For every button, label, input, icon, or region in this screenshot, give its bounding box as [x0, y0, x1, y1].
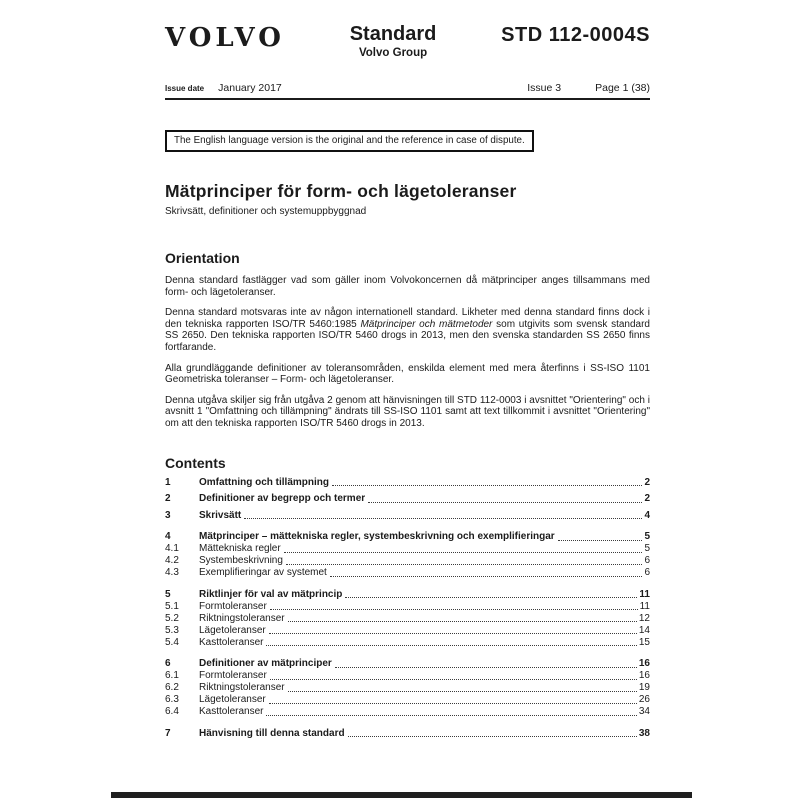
toc-section-number: 5: [165, 588, 171, 600]
orientation-paragraph-4: Denna utgåva skiljer sig från utgåva 2 genom att hänvisningen till STD 112-0003 i avsnittet "Orientering" och i avsnitt 1 "Omfattning och tillämpning" ändrats till SS-ISO 1101 samt att text tillkommit i avsnittet "Orientering" om att den tekniska rapporten ISO/TR 5460 drogs in 2013.: [165, 394, 650, 429]
issue-row: [165, 82, 650, 100]
toc-section-number: 6: [165, 658, 171, 670]
toc-page-number: 16: [638, 658, 650, 670]
toc-section-number: 5.1: [165, 600, 179, 612]
toc-page-number: 15: [638, 636, 650, 648]
toc-section-title: Formtoleranser: [199, 600, 267, 612]
toc-section-title: Definitioner av begrepp och termer: [199, 493, 366, 505]
paragraph-2-italic-title: Mätprinciper och mätmetoder: [360, 318, 493, 330]
toc-section-number: 5.3: [165, 624, 179, 636]
toc-row: [165, 556, 650, 567]
toc-row: [165, 614, 650, 625]
contents-heading: Contents: [165, 454, 226, 471]
toc-page-number: 6: [644, 567, 650, 579]
toc-dot-leader: [288, 691, 637, 692]
toc-row: [165, 494, 650, 505]
toc-dot-leader: [558, 540, 643, 541]
paragraph-2-text: Denna standard motsvaras inte av någon internationell standard. Likheter med denna standard finns dock i den tekniska rapporten ISO/TR 5460:1985: [165, 307, 650, 330]
toc-dot-leader: [368, 502, 642, 503]
toc-page-number: 11: [639, 588, 650, 600]
toc-page-number: 11: [639, 600, 650, 612]
orientation-heading: Orientation: [165, 250, 240, 266]
toc-section-title: Riktningstoleranser: [199, 612, 285, 624]
toc-section-title: Skrivsätt: [199, 509, 242, 521]
toc-section-number: 4: [165, 531, 171, 543]
toc-section-title: Riktlinjer för val av mätprincip: [199, 588, 343, 600]
orientation-paragraph-1: Denna standard fastlägger vad som gäller inom Volvokoncernen då mätprinciper anges tillsammans med form- och lägetoleranser.: [165, 275, 650, 298]
document-header: [165, 22, 650, 66]
toc-dot-leader: [266, 715, 636, 716]
toc-page-number: 14: [638, 624, 650, 636]
toc-dot-leader: [332, 485, 642, 486]
document-subtitle: Skrivsätt, definitioner och systemuppbyggnad: [165, 206, 367, 217]
toc-section-number: 7: [165, 727, 171, 739]
document-page: [111, 0, 692, 800]
toc-dot-leader: [269, 703, 637, 704]
toc-section-title: Hänvisning till denna standard: [199, 727, 345, 739]
toc-section-number: 3: [165, 509, 171, 521]
toc-row: [165, 478, 650, 489]
toc-row: [165, 683, 650, 694]
toc-section-title: Definitioner av mätprinciper: [199, 658, 332, 670]
toc-row: [165, 671, 650, 682]
toc-row: [165, 532, 650, 543]
toc-section-title: Formtoleranser: [199, 670, 267, 682]
toc-dot-leader: [330, 576, 643, 577]
toc-row: [165, 544, 650, 555]
toc-row: [165, 695, 650, 706]
toc-page-number: 2: [644, 493, 650, 505]
toc-dot-leader: [335, 667, 637, 668]
toc-page-number: 16: [638, 670, 650, 682]
header-center: [285, 22, 501, 59]
page-number: Page 1 (38): [595, 82, 650, 94]
doc-type-label: Standard: [349, 23, 437, 45]
issue-number: Issue 3: [527, 82, 562, 94]
toc-section-title: Exemplifieringar av systemet: [199, 567, 327, 579]
toc-dot-leader: [286, 564, 643, 565]
toc-row: [165, 590, 650, 601]
toc-page-number: 38: [638, 727, 650, 739]
toc-dot-leader: [288, 621, 637, 622]
toc-row: [165, 626, 650, 637]
issue-date-value: January 2017: [218, 82, 282, 94]
org-name-label: Volvo Group: [358, 47, 428, 59]
doc-number: STD 112-0004S: [501, 24, 650, 46]
toc-section-title: Mättekniska regler: [199, 543, 281, 555]
toc-dot-leader: [270, 609, 638, 610]
toc-section-number: 5.4: [165, 636, 179, 648]
toc-page-number: 34: [638, 706, 650, 718]
toc-page-number: 26: [638, 694, 650, 706]
paragraph-2-text-cont: som utgivits som svensk standard SS 2650. Den tekniska rapporten ISO/TR 5460 drogs in 2013, men den svenska standarden SS 2650 finns fortfarande.: [165, 318, 650, 353]
toc-dot-leader: [269, 633, 637, 634]
toc-section-title: Riktningstoleranser: [199, 682, 285, 694]
toc-dot-leader: [284, 552, 643, 553]
orientation-paragraph-2: [165, 307, 650, 353]
toc-section-number: 4.2: [165, 555, 179, 567]
toc-dot-leader: [345, 597, 637, 598]
document-title: Mätprinciper för form- och lägetoleranser: [165, 181, 517, 201]
issue-date-label: Issue date: [165, 84, 205, 93]
toc-section-number: 5.2: [165, 612, 179, 624]
toc-dot-leader: [266, 645, 636, 646]
toc-row: [165, 568, 650, 579]
orientation-paragraph-3: Alla grundläggande definitioner av toleransområden, enskilda element med mera återfinns i SS-ISO 1101 Geometriska toleranser – Form- och lägetoleranser.: [165, 362, 650, 386]
toc-section-number: 2: [165, 493, 171, 505]
toc-section-title: Lägetoleranser: [199, 694, 266, 706]
toc-list: [165, 478, 650, 740]
toc-section-number: 6.2: [165, 682, 179, 694]
toc-page-number: 4: [644, 509, 650, 521]
toc-dot-leader: [348, 736, 637, 737]
toc-page-number: 19: [638, 682, 650, 694]
toc-section-number: 4.3: [165, 567, 179, 579]
toc-row: [165, 511, 650, 522]
toc-row: [165, 659, 650, 670]
toc-row: [165, 638, 650, 649]
toc-section-number: 6.4: [165, 706, 179, 718]
toc-section-number: 4.1: [165, 543, 179, 555]
volvo-logo: VOLVO: [165, 23, 285, 53]
toc-page-number: 5: [644, 531, 650, 543]
page-bottom-bar: [111, 792, 692, 798]
toc-section-title: Mätprinciper – mättekniska regler, systembeskrivning och exemplifieringar: [199, 531, 555, 543]
toc-section-title: Omfattning och tillämpning: [199, 476, 329, 488]
toc-dot-leader: [270, 679, 637, 680]
toc-row: [165, 707, 650, 718]
toc-section-number: 6.3: [165, 694, 179, 706]
toc-row: [165, 602, 650, 613]
toc-page-number: 5: [644, 543, 650, 555]
toc-page-number: 6: [644, 555, 650, 567]
toc-page-number: 2: [644, 476, 650, 488]
toc-section-number: 6.1: [165, 670, 179, 682]
toc-dot-leader: [244, 518, 642, 519]
toc-section-title: Systembeskrivning: [199, 555, 283, 567]
toc-section-title: Kasttoleranser: [199, 706, 264, 718]
toc-section-title: Lägetoleranser: [199, 624, 266, 636]
toc-row: [165, 729, 650, 740]
dispute-notice: The English language version is the original and the reference in case of dispute.: [165, 130, 534, 152]
toc-section-number: 1: [165, 476, 171, 488]
toc-page-number: 12: [638, 612, 650, 624]
toc-section-title: Kasttoleranser: [199, 636, 264, 648]
